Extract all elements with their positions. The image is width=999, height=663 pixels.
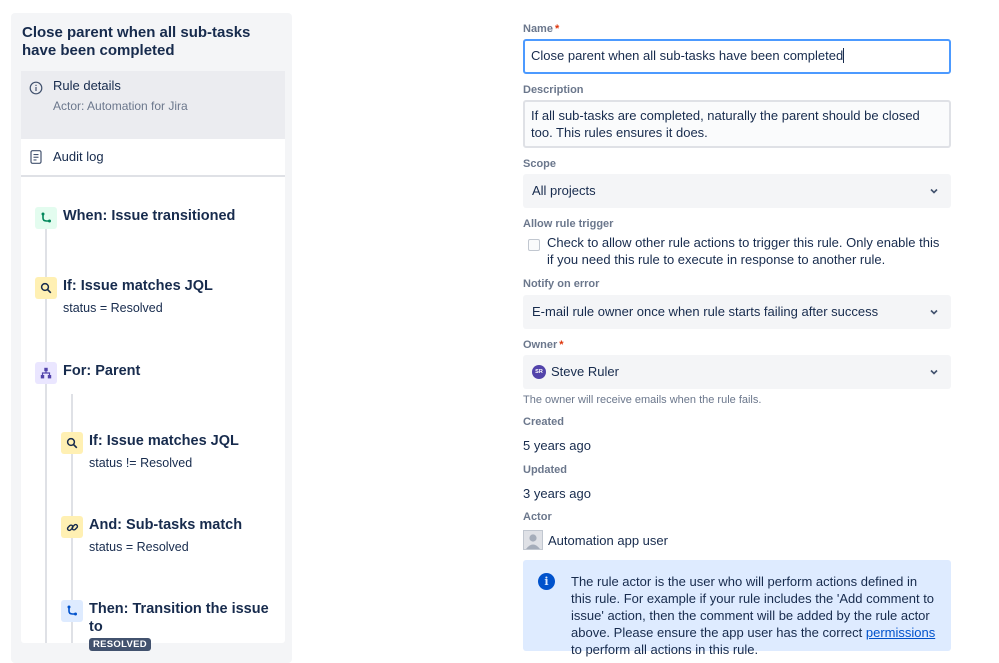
actor-info-panel: [523, 560, 951, 657]
owner-helper-text: The owner will receive emails when the rule fails.: [523, 394, 762, 406]
scope-label: Scope: [523, 158, 557, 170]
owner-label: Owner *: [523, 339, 564, 351]
component-title: And: Sub-tasks match: [89, 517, 243, 533]
component-detail: status = Resolved: [63, 301, 163, 315]
chevron-down-icon: [929, 308, 939, 316]
chevron-down-icon: [929, 368, 939, 376]
trigger-component[interactable]: [35, 207, 275, 229]
allow-trigger-checkbox[interactable]: [528, 239, 540, 251]
condition-component[interactable]: [35, 277, 275, 319]
component-detail: status != Resolved: [89, 456, 193, 470]
document-icon: [30, 150, 42, 164]
rule-details-item[interactable]: [21, 71, 285, 139]
description-label: Description: [523, 84, 584, 96]
updated-value: 3 years ago: [523, 486, 591, 501]
branch-component[interactable]: [35, 362, 275, 384]
audit-log-item[interactable]: [21, 142, 285, 176]
owner-value: Steve Ruler: [551, 364, 619, 379]
component-detail: status = Resolved: [89, 540, 189, 554]
rule-sidebar: [11, 13, 292, 663]
rule-details-label: Rule details: [53, 78, 121, 93]
notify-label: Notify on error: [523, 278, 600, 290]
component-title: When: Issue transitioned: [63, 208, 236, 224]
scope-value: All projects: [532, 183, 596, 198]
condition-component[interactable]: [61, 516, 281, 558]
component-title: If: Issue matches JQL: [63, 278, 213, 294]
info-message: The rule actor is the user who will perform actions defined in this rule. For example if your rule includes the 'Add comment to issue' action, then the comment will be added by the rule actor above. Please ensure the app user has the correct permissions to perform all actions in this rule.: [571, 574, 936, 657]
created-label: Created: [523, 416, 564, 428]
branch-icon: [35, 207, 57, 229]
name-input[interactable]: Close parent when all sub-tasks have been completed: [523, 39, 951, 74]
rule-title: Close parent when all sub-tasks have been completed: [22, 24, 251, 59]
actor-value: Automation app user: [548, 533, 668, 548]
status-lozenge: RESOLVED: [89, 638, 151, 651]
divider: [21, 175, 285, 177]
avatar: SR: [532, 365, 546, 379]
action-component[interactable]: [61, 600, 281, 654]
search-icon: [35, 277, 57, 299]
allow-trigger-label: Allow rule trigger: [523, 218, 614, 230]
component-title: If: Issue matches JQL: [89, 433, 239, 449]
permissions-link[interactable]: permissions: [865, 625, 936, 640]
condition-component[interactable]: [61, 432, 281, 474]
name-label: Name *: [523, 23, 560, 35]
notify-select[interactable]: [523, 295, 951, 329]
branch-icon: [61, 600, 83, 622]
link-icon: [61, 516, 83, 538]
info-icon: [29, 81, 43, 95]
notify-value: E-mail rule owner once when rule starts failing after success: [532, 304, 879, 319]
actor-avatar: [523, 530, 543, 550]
description-textarea[interactable]: If all sub-tasks are completed, naturally the parent should be closed too. This rules ensures it does.: [523, 100, 951, 148]
owner-select[interactable]: [523, 355, 951, 389]
scope-select[interactable]: [523, 174, 951, 208]
actor-label: Actor: [523, 511, 552, 523]
chevron-down-icon: [929, 187, 939, 195]
created-value: 5 years ago: [523, 438, 591, 453]
search-icon: [61, 432, 83, 454]
info-icon: i: [538, 573, 555, 590]
allow-trigger-text: Check to allow other rule actions to trigger this rule. Only enable this if you need this rule to execute in response to another rule.: [547, 235, 940, 267]
component-title: For: Parent: [63, 363, 141, 379]
updated-label: Updated: [523, 464, 567, 476]
rule-component-list: [21, 71, 285, 650]
audit-log-label: Audit log: [53, 149, 104, 164]
hierarchy-icon: [35, 362, 57, 384]
user-icon: [524, 531, 542, 549]
rule-details-actor: Actor: Automation for Jira: [53, 99, 188, 113]
component-title: Then: Transition the issue: [89, 601, 269, 617]
component-title-continued: to: [89, 619, 103, 635]
